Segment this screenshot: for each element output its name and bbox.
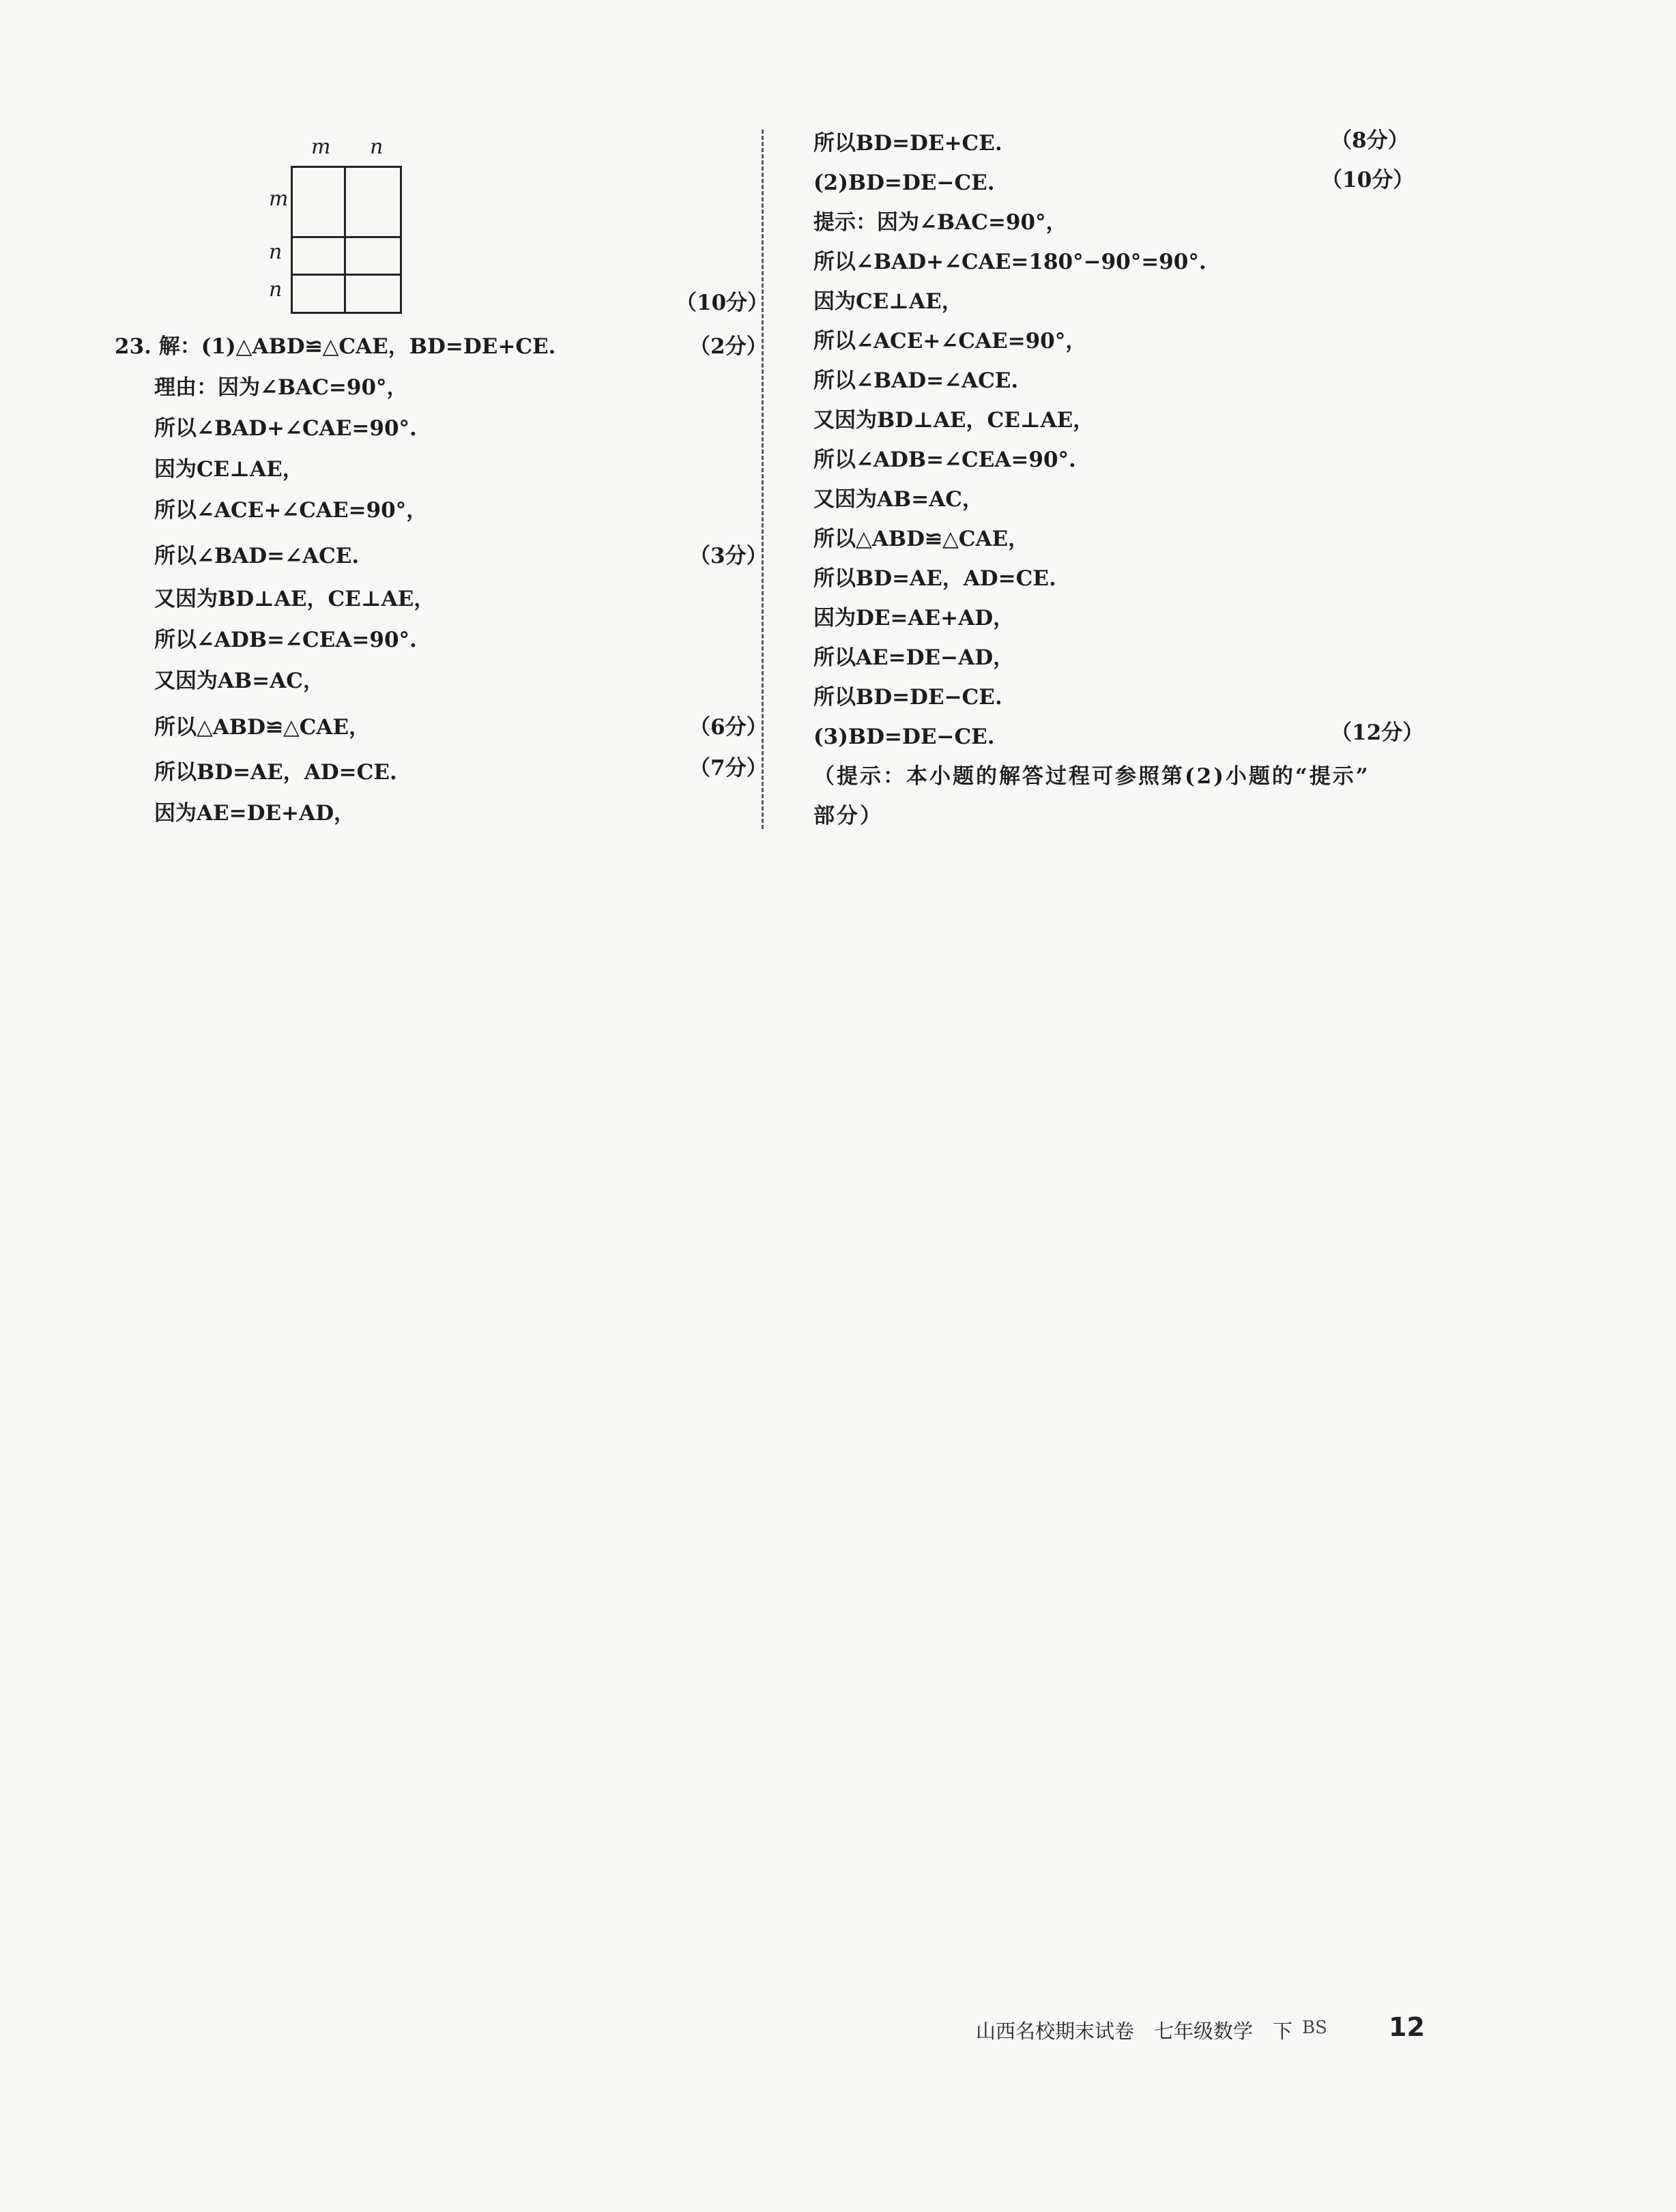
- left-score-1: （2分）: [689, 334, 768, 359]
- right-line-18: 部分）: [813, 804, 883, 828]
- right-line-15: 所以BD=DE−CE.: [813, 685, 1002, 710]
- right-score-2: （10分）: [1321, 168, 1415, 192]
- right-line-13: 因为DE=AE+AD，: [813, 606, 1015, 630]
- column-divider: [762, 130, 764, 829]
- figure-score: （10分）: [676, 291, 769, 315]
- right-line-5: 因为CE⊥AE，: [813, 289, 963, 314]
- right-line-12: 所以BD=AE，AD=CE.: [813, 566, 1056, 591]
- page-number: 12: [1389, 2012, 1425, 2042]
- right-line-4: 所以∠BAD+∠CAE=180°−90°=90°.: [813, 250, 1207, 274]
- left-line-12: 因为AE=DE+AD，: [154, 801, 356, 826]
- left-line-8: 所以∠ADB=∠CEA=90°.: [154, 628, 417, 652]
- right-line-1: 所以BD=DE+CE.: [813, 131, 1002, 156]
- figure-side-label-m: m: [269, 187, 289, 211]
- figure-side-label-n1: n: [269, 240, 283, 264]
- right-line-6: 所以∠ACE+∠CAE=90°，: [813, 329, 1087, 353]
- right-line-10: 又因为AB=AC，: [813, 487, 983, 512]
- left-score-6: （3分）: [689, 544, 768, 568]
- footer-edition-tag: BS: [1302, 2018, 1327, 2038]
- figure-side-label-n2: n: [269, 278, 283, 302]
- figure-top-label-n: n: [370, 135, 384, 159]
- right-line-9: 所以∠ADB=∠CEA=90°.: [813, 448, 1076, 472]
- right-line-3: 提示：因为∠BAC=90°，: [813, 210, 1067, 235]
- right-line-11: 所以△ABD≌△CAE，: [813, 527, 1030, 551]
- right-score-16: （12分）: [1331, 721, 1424, 745]
- left-line-4: 因为CE⊥AE，: [154, 457, 304, 482]
- left-line-5: 所以∠ACE+∠CAE=90°，: [154, 498, 428, 523]
- left-line-6: 所以∠BAD=∠ACE.: [154, 544, 360, 568]
- right-line-8: 又因为BD⊥AE，CE⊥AE，: [813, 408, 1095, 433]
- right-line-2: (2)BD=DE−CE.: [813, 171, 995, 195]
- right-line-17: （提示：本小题的解答过程可参照第(2)小题的“提示”: [813, 764, 1370, 789]
- grid-rectangles: [291, 166, 402, 314]
- right-score-1: （8分）: [1331, 128, 1409, 153]
- left-line-1: 23. 解：(1)△ABD≌△CAE，BD=DE+CE.: [115, 334, 556, 359]
- left-line-2: 理由：因为∠BAC=90°，: [154, 375, 408, 400]
- left-line-7: 又因为BD⊥AE，CE⊥AE，: [154, 587, 435, 611]
- right-line-14: 所以AE=DE−AD，: [813, 645, 1015, 670]
- left-line-3: 所以∠BAD+∠CAE=90°.: [154, 416, 417, 441]
- footer-title: 山西名校期末试卷 七年级数学 下: [976, 2020, 1293, 2043]
- left-line-10: 所以△ABD≌△CAE，: [154, 715, 371, 740]
- figure-top-label-m: m: [311, 135, 331, 159]
- grid-figure: [266, 133, 416, 317]
- right-line-7: 所以∠BAD=∠ACE.: [813, 368, 1019, 393]
- left-line-11: 所以BD=AE，AD=CE.: [154, 760, 397, 785]
- left-score-11: （7分）: [689, 756, 768, 781]
- right-line-16: (3)BD=DE−CE.: [813, 725, 995, 749]
- left-line-9: 又因为AB=AC，: [154, 669, 324, 693]
- left-score-10: （6分）: [689, 715, 768, 740]
